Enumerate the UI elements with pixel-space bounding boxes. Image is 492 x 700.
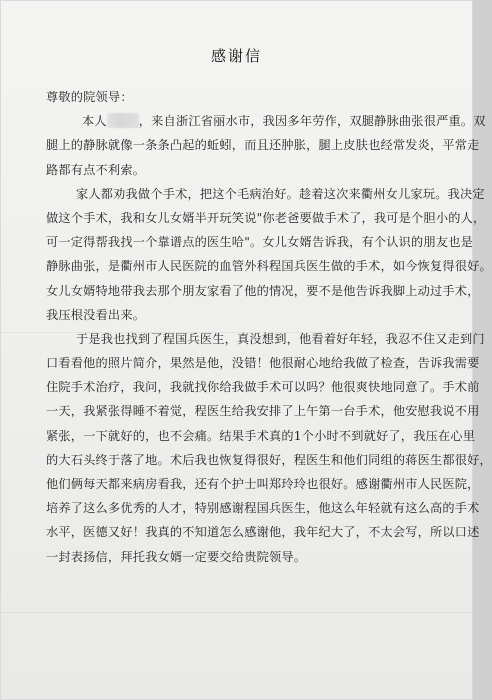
body-line: 腿上的静脉就像一条条凸起的蚯蚓，而且还肿胀，腿上皮肤也经常发炎，平常走 xyxy=(46,138,480,153)
body-line: 培养了这么多优秀的人才，特别感谢程国兵医生，他这么年轻就有这么高的手术 xyxy=(46,501,480,516)
body-line: 于是我也找到了程国兵医生，真没想到，他看着好年轻，我忍不住又走到门 xyxy=(76,331,485,346)
letter-title: 感谢信 xyxy=(210,47,262,65)
body-line: 一天，我紧张得睡不着觉，程医生给我安排了上午第一台手术，他安慰我说不用 xyxy=(46,404,480,419)
body-line: 的大石头终于落了地。术后我也恢复得很好，程医生和他们同组的蒋医生都很好， xyxy=(46,452,492,467)
body-line: 他们俩每天都来病房看我，还有个护士叫郑玲玲也很好。感谢衢州市人民医院， xyxy=(46,477,480,491)
body-line: 水平，医德又好！我真的不知道怎么感谢他，我年纪大了，不太会写，所以口述 xyxy=(46,525,480,540)
letter-body xyxy=(46,85,492,569)
body-line: 住院手术治疗，我问，我就找你给我做手术可以吗？他很爽快地同意了。手术前 xyxy=(46,380,480,395)
body-line: 紧张，一下就好的，也不会痛。结果手术真的1个小时不到就好了，我压在心里 xyxy=(46,428,476,443)
body-line: 我压根没看出来。 xyxy=(46,307,146,322)
redacted-name xyxy=(107,113,139,128)
body-line: 可一定得帮我找一个靠谱点的医生哈"。女儿女婿告诉我，有个认识的朋友也是 xyxy=(46,235,473,250)
body-line: 家人都劝我做个手术，把这个毛病治好。趁着这次来衢州女儿家玩。我决定 xyxy=(76,186,485,201)
intro-line xyxy=(82,109,486,133)
paper-crease xyxy=(0,612,473,613)
body-line: 女儿女婿特地带我去那个朋友家看了他的情况，要不是他告诉我脚上动过手术， xyxy=(46,283,480,298)
intro-after: ，来自浙江省丽水市，我因多年劳作，双腿静脉曲张很严重。双 xyxy=(138,114,486,129)
salutation: 尊敬的院领导： xyxy=(46,90,133,104)
body-line: 路都有点不利索。 xyxy=(46,162,146,177)
body-line: 静脉曲张，是衢州市人民医院的血管外科程国兵医生做的手术，如今恢复得很好。 xyxy=(46,259,492,274)
body-line: 口看看他的照片简介，果然是他，没错！他很耐心地给我做了检查，告诉我需要 xyxy=(46,356,480,371)
body-line: 做这个手术，我和女儿女婿半开玩笑说"你老爸要做手术了，我可是个胆小的人， xyxy=(46,210,486,225)
body-line: 一封表扬信，拜托我女婿一定要交给贵院领导。 xyxy=(46,549,307,564)
intro-before: 本人 xyxy=(82,114,107,129)
